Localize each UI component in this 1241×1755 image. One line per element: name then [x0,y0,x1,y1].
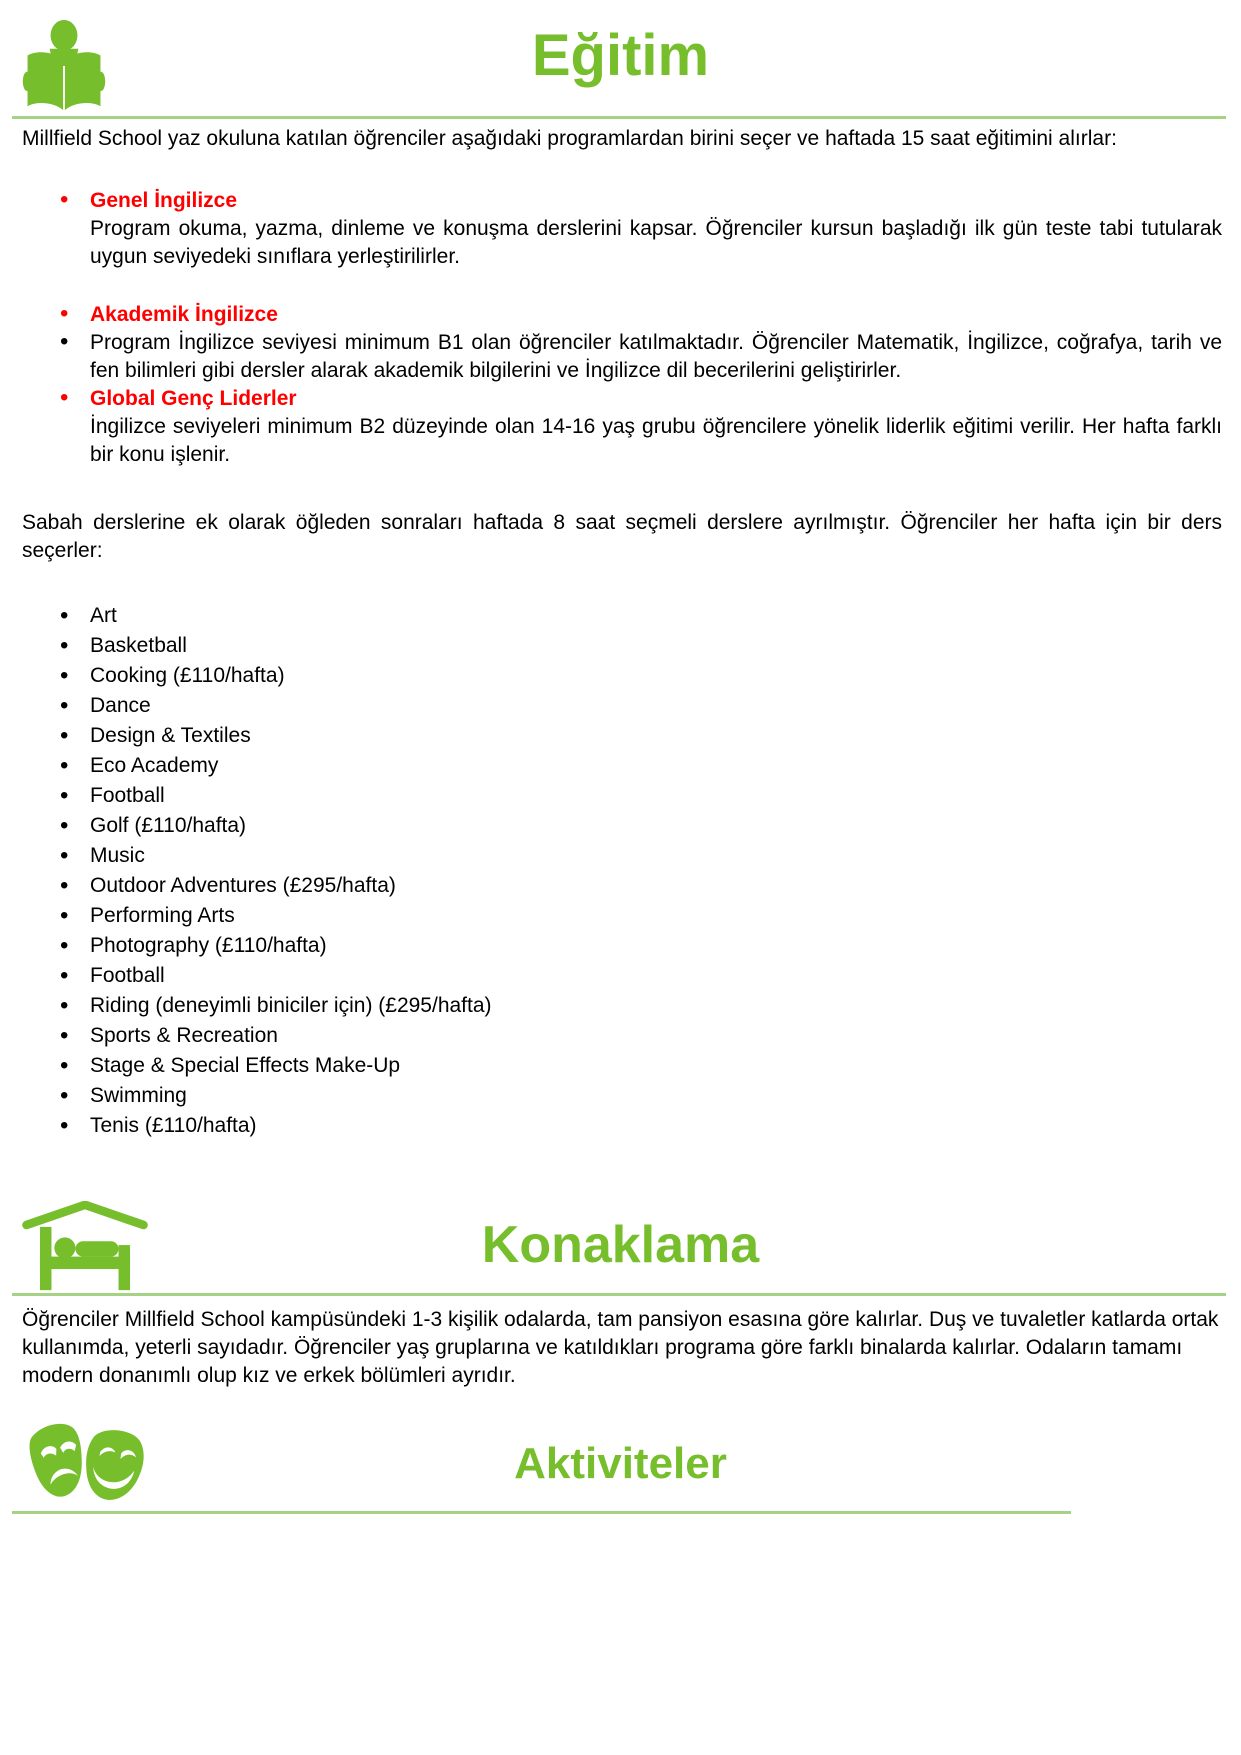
elective-item: • Cooking (£110/hafta) [22,661,1222,691]
activities-divider [12,1511,1071,1514]
elective-item: • Football [22,781,1222,811]
elective-item: • Riding (deneyimli biniciler için) (£295/hafta) [22,991,1222,1021]
program-heading: Akademik İngilizce [90,303,278,326]
activities-section-header [0,1412,1241,1511]
elective-item: • Art [22,601,1222,631]
elective-item: • Swimming [22,1081,1222,1111]
elective-item: • Stage & Special Effects Make-Up [22,1051,1222,1081]
education-title: Eğitim [531,23,710,88]
elective-item: • Dance [22,691,1222,721]
program-body: Program okuma, yazma, dinleme ve konuşma derslerini kapsar. Öğrenciler kursun başladığı ilk gün teste tabi tutularak uygun seviyedeki sınıflara yerleştirilirler. [90,217,1222,268]
program-heading: Global Genç Liderler [90,387,297,410]
elective-item: • Golf (£110/hafta) [22,811,1222,841]
accommodation-title: Konaklama [481,1216,760,1274]
program-heading-row [22,187,1222,215]
elective-item: • Photography (£110/hafta) [22,931,1222,961]
program-heading: Genel İngilizce [90,189,238,212]
theater-masks-icon [24,1416,154,1508]
elective-item: • Outdoor Adventures (£295/hafta) [22,871,1222,901]
program-body: • Program İngilizce seviyesi minimum B1 olan öğrenciler katılmaktadır. Öğrenciler Matematik, İngilizce, coğrafya, tarih ve fen bilimleri gibi dersler alarak akademik bilgilerini ve İngilizce dil becerilerini geliştirirler. [22,329,1222,385]
program-heading-row [22,385,1222,413]
program-heading-row [22,301,1222,329]
education-section-header [0,0,1241,116]
reading-person-icon [22,20,106,114]
elective-item: • Basketball [22,631,1222,661]
elective-item: • Eco Academy [22,751,1222,781]
elective-item: • Football [22,961,1222,991]
accommodation-section-header [0,1193,1241,1293]
accommodation-body: Öğrenciler Millfield School kampüsündeki 1-3 kişilik odalarda, tam pansiyon esasına göre kalırlar. Duş ve tuvaletler katlarda ortak kullanımda, yeterli sayıdadır. Öğrenciler yaş gruplarına ve katıldıkları programa göre farklı binalarda kalırlar. Odaların tamamı modern donanımlı olup kız ve erkek bölümleri ayrıdır. [22,1308,1219,1387]
elective-item: • Sports & Recreation [22,1021,1222,1051]
program-body: İngilizce seviyeleri minimum B2 düzeyinde olan 14-16 yaş grubu öğrencilere yönelik liderlik eğitimi verilir. Her hafta farklı bir konu işlenir. [90,415,1222,466]
electives-list [22,601,1222,1141]
accommodation-divider [12,1293,1226,1296]
education-divider [12,116,1226,119]
activities-title: Aktiviteler [514,1439,727,1488]
elective-item: • Tenis (£110/hafta) [22,1111,1222,1141]
program-list [0,187,1241,469]
elective-item: • Performing Arts [22,901,1222,931]
bed-icon [20,1201,150,1293]
education-intro: Millfield School yaz okuluna katılan öğrenciler aşağıdaki programlardan birini seçer ve haftada 15 saat eğitimini alırlar: [22,127,1117,150]
electives-intro: Sabah derslerine ek olarak öğleden sonraları haftada 8 saat seçmeli derslere ayrılmıştır. Öğrenciler her hafta için bir ders seçerler: [22,511,1222,562]
elective-item: • Music [22,841,1222,871]
elective-item: • Design & Textiles [22,721,1222,751]
